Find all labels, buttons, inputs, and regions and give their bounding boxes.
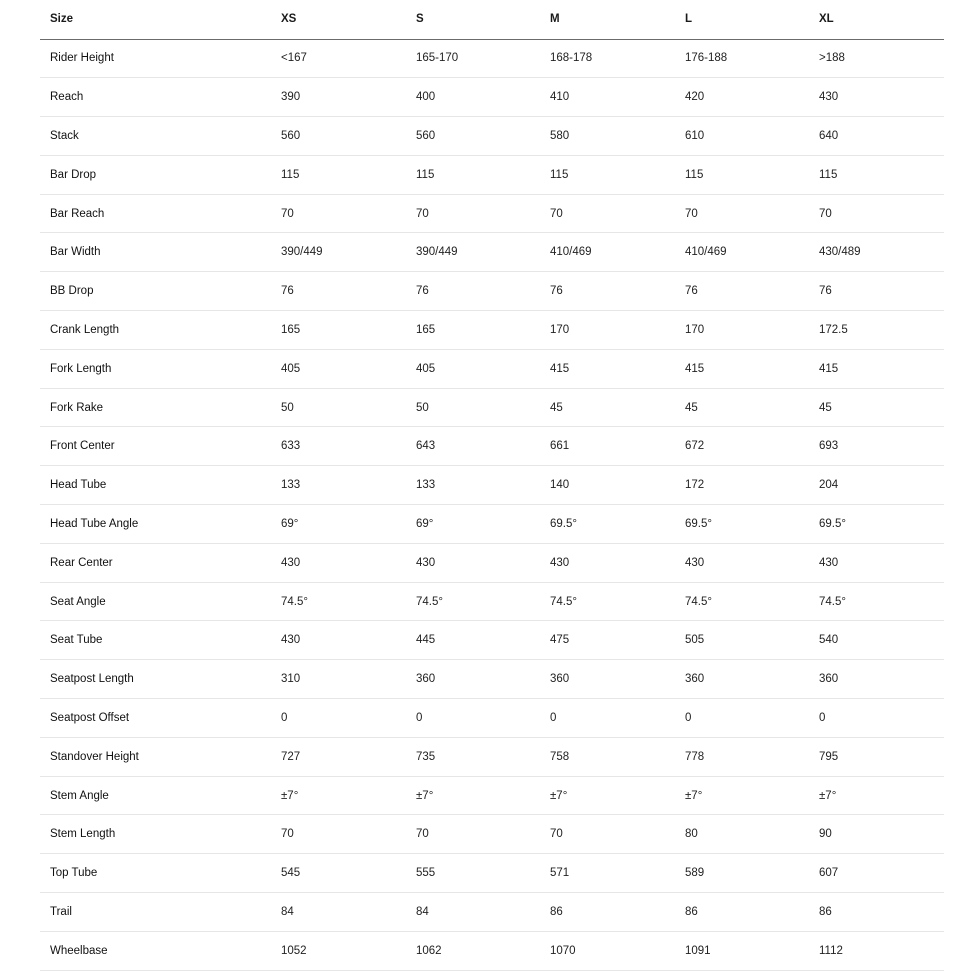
table-cell: 69° — [271, 505, 406, 544]
table-cell: 430 — [271, 543, 406, 582]
table-cell: 360 — [406, 660, 540, 699]
table-cell: 430 — [540, 543, 675, 582]
table-cell: 390 — [271, 78, 406, 117]
row-label: Fork Length — [40, 349, 271, 388]
row-label: Reach — [40, 78, 271, 117]
table-row — [40, 854, 944, 893]
table-cell: 70 — [540, 815, 675, 854]
table-cell: 140 — [540, 466, 675, 505]
table-cell: 415 — [675, 349, 809, 388]
table-cell: 430 — [809, 543, 944, 582]
table-cell: 310 — [271, 660, 406, 699]
table-cell: 0 — [540, 699, 675, 738]
row-label: Front Center — [40, 427, 271, 466]
table-row — [40, 737, 944, 776]
table-cell: 410 — [540, 78, 675, 117]
table-cell: 74.5° — [675, 582, 809, 621]
table-cell: 400 — [406, 78, 540, 117]
table-cell: 45 — [540, 388, 675, 427]
table-cell: 84 — [271, 893, 406, 932]
table-cell: 415 — [540, 349, 675, 388]
table-cell: 405 — [271, 349, 406, 388]
table-cell: 74.5° — [540, 582, 675, 621]
table-row — [40, 699, 944, 738]
table-row — [40, 621, 944, 660]
table-cell: 430 — [675, 543, 809, 582]
header-cell-xs: XS — [271, 0, 406, 39]
table-cell: 76 — [271, 272, 406, 311]
table-cell: 430/489 — [809, 233, 944, 272]
table-cell: 86 — [675, 893, 809, 932]
table-cell: 69° — [406, 505, 540, 544]
table-cell: 170 — [540, 311, 675, 350]
table-cell: ±7° — [271, 776, 406, 815]
table-cell: 633 — [271, 427, 406, 466]
table-cell: >188 — [809, 39, 944, 78]
table-cell: 84 — [406, 893, 540, 932]
table-row — [40, 893, 944, 932]
header-cell-m: M — [540, 0, 675, 39]
header-cell-s: S — [406, 0, 540, 39]
table-cell: 607 — [809, 854, 944, 893]
row-label: BB Drop — [40, 272, 271, 311]
row-label: Stem Length — [40, 815, 271, 854]
table-cell: 115 — [406, 155, 540, 194]
table-cell: 50 — [271, 388, 406, 427]
table-row — [40, 272, 944, 311]
table-cell: 415 — [809, 349, 944, 388]
table-cell: 70 — [271, 815, 406, 854]
row-label: Rear Center — [40, 543, 271, 582]
table-cell: <167 — [271, 39, 406, 78]
table-cell: 589 — [675, 854, 809, 893]
row-label: Standover Height — [40, 737, 271, 776]
table-row — [40, 427, 944, 466]
table-cell: 430 — [809, 78, 944, 117]
table-cell: 540 — [809, 621, 944, 660]
table-row — [40, 311, 944, 350]
table-cell: 672 — [675, 427, 809, 466]
table-cell: 560 — [271, 117, 406, 156]
row-label: Bar Drop — [40, 155, 271, 194]
table-body — [40, 39, 944, 970]
table-row — [40, 233, 944, 272]
header-cell-l: L — [675, 0, 809, 39]
table-cell: 1052 — [271, 931, 406, 970]
table-cell: 0 — [406, 699, 540, 738]
table-row — [40, 582, 944, 621]
table-cell: 115 — [675, 155, 809, 194]
table-cell: ±7° — [540, 776, 675, 815]
table-cell: 70 — [406, 194, 540, 233]
table-cell: 430 — [271, 621, 406, 660]
table-cell: 69.5° — [675, 505, 809, 544]
table-cell: 643 — [406, 427, 540, 466]
table-cell: 115 — [271, 155, 406, 194]
table-cell: ±7° — [675, 776, 809, 815]
table-cell: 505 — [675, 621, 809, 660]
geometry-table-container — [40, 0, 944, 971]
row-label: Top Tube — [40, 854, 271, 893]
table-cell: 0 — [675, 699, 809, 738]
table-cell: 778 — [675, 737, 809, 776]
table-cell: 1112 — [809, 931, 944, 970]
row-label: Head Tube Angle — [40, 505, 271, 544]
table-cell: 360 — [675, 660, 809, 699]
table-cell: 115 — [540, 155, 675, 194]
table-cell: 204 — [809, 466, 944, 505]
table-cell: 165 — [406, 311, 540, 350]
table-cell: 420 — [675, 78, 809, 117]
table-cell: 445 — [406, 621, 540, 660]
table-cell: 70 — [809, 194, 944, 233]
row-label: Head Tube — [40, 466, 271, 505]
table-row — [40, 505, 944, 544]
table-cell: ±7° — [406, 776, 540, 815]
table-row — [40, 931, 944, 970]
table-row — [40, 776, 944, 815]
table-cell: 405 — [406, 349, 540, 388]
table-cell: 475 — [540, 621, 675, 660]
table-cell: 170 — [675, 311, 809, 350]
table-cell: 172.5 — [809, 311, 944, 350]
table-cell: 0 — [809, 699, 944, 738]
table-cell: 45 — [675, 388, 809, 427]
table-cell: 45 — [809, 388, 944, 427]
header-row — [40, 0, 944, 39]
geometry-table — [40, 0, 944, 971]
table-row — [40, 117, 944, 156]
table-cell: 74.5° — [406, 582, 540, 621]
table-cell: 610 — [675, 117, 809, 156]
table-cell: 70 — [271, 194, 406, 233]
row-label: Stem Angle — [40, 776, 271, 815]
table-cell: 172 — [675, 466, 809, 505]
table-cell: 795 — [809, 737, 944, 776]
row-label: Seatpost Offset — [40, 699, 271, 738]
table-cell: 76 — [406, 272, 540, 311]
table-cell: 1070 — [540, 931, 675, 970]
row-label: Trail — [40, 893, 271, 932]
table-cell: 165-170 — [406, 39, 540, 78]
table-cell: 76 — [675, 272, 809, 311]
table-cell: 580 — [540, 117, 675, 156]
row-label: Rider Height — [40, 39, 271, 78]
table-row — [40, 815, 944, 854]
row-label: Fork Rake — [40, 388, 271, 427]
table-cell: 410/469 — [675, 233, 809, 272]
row-label: Seat Angle — [40, 582, 271, 621]
table-row — [40, 349, 944, 388]
table-row — [40, 388, 944, 427]
table-cell: 90 — [809, 815, 944, 854]
table-cell: 560 — [406, 117, 540, 156]
table-cell: 76 — [809, 272, 944, 311]
table-row — [40, 543, 944, 582]
table-cell: 165 — [271, 311, 406, 350]
table-cell: 640 — [809, 117, 944, 156]
table-cell: 133 — [406, 466, 540, 505]
table-cell: 410/469 — [540, 233, 675, 272]
table-cell: 86 — [809, 893, 944, 932]
table-cell: 390/449 — [271, 233, 406, 272]
table-cell: 661 — [540, 427, 675, 466]
table-cell: 69.5° — [540, 505, 675, 544]
table-cell: 693 — [809, 427, 944, 466]
table-row — [40, 466, 944, 505]
table-cell: 1091 — [675, 931, 809, 970]
table-cell: 70 — [406, 815, 540, 854]
table-row — [40, 78, 944, 117]
table-cell: 168-178 — [540, 39, 675, 78]
table-cell: 360 — [809, 660, 944, 699]
table-cell: 430 — [406, 543, 540, 582]
header-cell-xl: XL — [809, 0, 944, 39]
table-cell: 69.5° — [809, 505, 944, 544]
table-cell: 74.5° — [809, 582, 944, 621]
table-cell: 76 — [540, 272, 675, 311]
table-cell: ±7° — [809, 776, 944, 815]
table-cell: 571 — [540, 854, 675, 893]
row-label: Wheelbase — [40, 931, 271, 970]
table-cell: 1062 — [406, 931, 540, 970]
row-label: Crank Length — [40, 311, 271, 350]
table-cell: 115 — [809, 155, 944, 194]
table-cell: 360 — [540, 660, 675, 699]
table-cell: 74.5° — [271, 582, 406, 621]
table-cell: 70 — [540, 194, 675, 233]
table-cell: 390/449 — [406, 233, 540, 272]
row-label: Seatpost Length — [40, 660, 271, 699]
table-row — [40, 39, 944, 78]
table-header — [40, 0, 944, 39]
table-row — [40, 660, 944, 699]
table-cell: 80 — [675, 815, 809, 854]
row-label: Bar Width — [40, 233, 271, 272]
table-cell: 86 — [540, 893, 675, 932]
table-cell: 0 — [271, 699, 406, 738]
table-cell: 735 — [406, 737, 540, 776]
table-cell: 70 — [675, 194, 809, 233]
table-cell: 758 — [540, 737, 675, 776]
table-cell: 555 — [406, 854, 540, 893]
row-label: Stack — [40, 117, 271, 156]
row-label: Bar Reach — [40, 194, 271, 233]
table-cell: 50 — [406, 388, 540, 427]
table-cell: 545 — [271, 854, 406, 893]
table-cell: 133 — [271, 466, 406, 505]
table-row — [40, 194, 944, 233]
header-cell-size: Size — [40, 0, 271, 39]
table-cell: 176-188 — [675, 39, 809, 78]
row-label: Seat Tube — [40, 621, 271, 660]
table-cell: 727 — [271, 737, 406, 776]
table-row — [40, 155, 944, 194]
